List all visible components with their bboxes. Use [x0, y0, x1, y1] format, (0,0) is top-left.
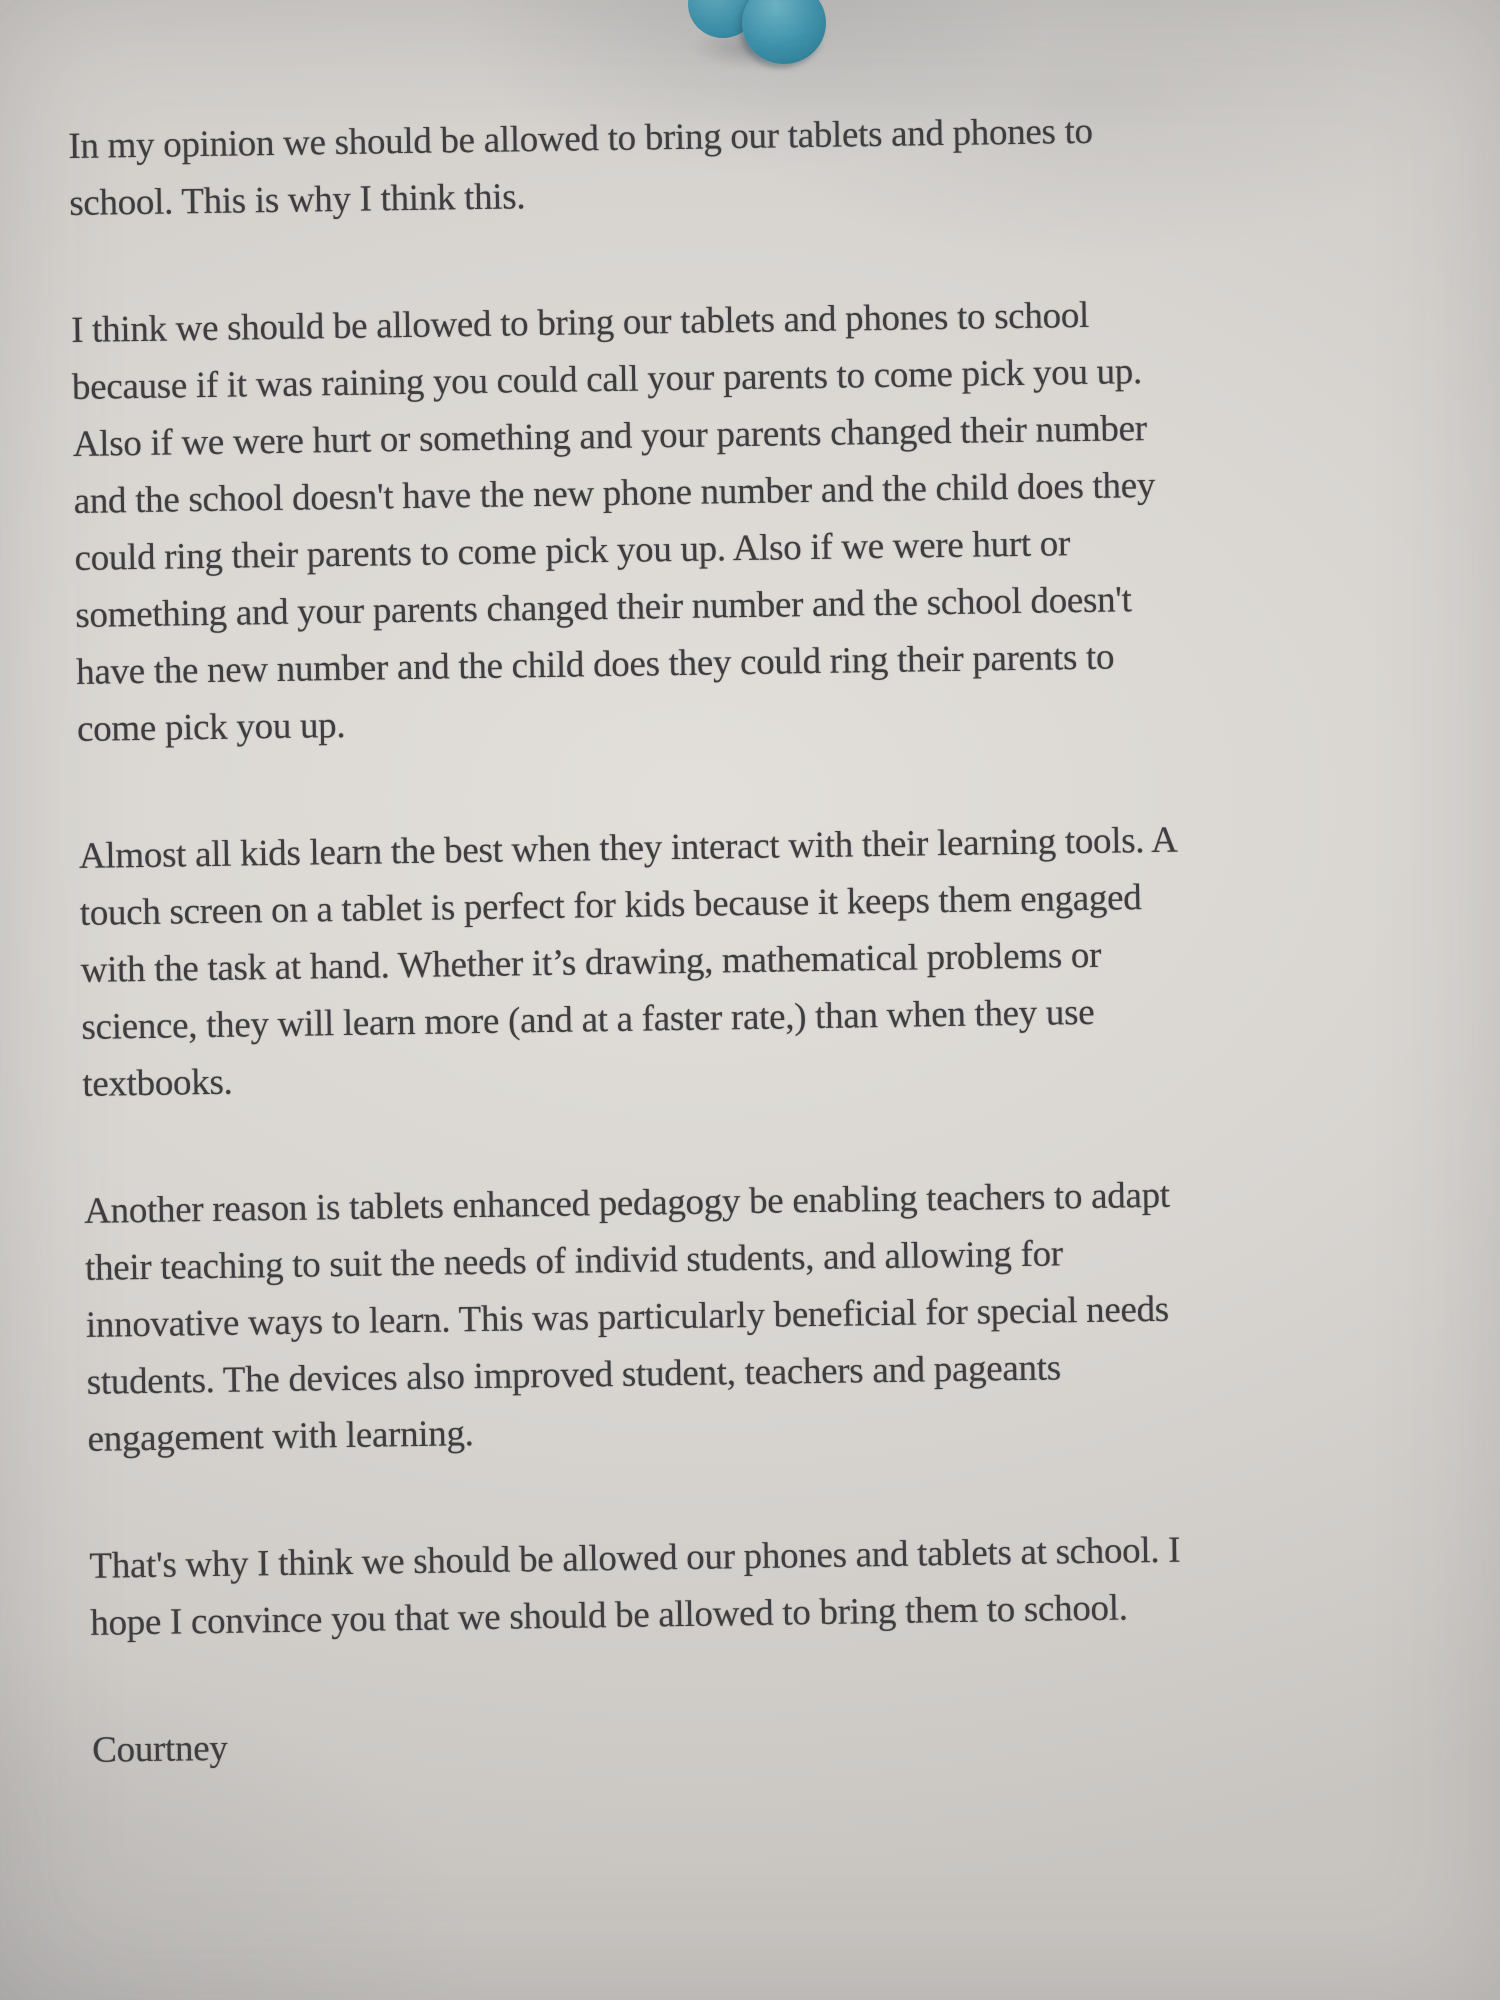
essay-line: That's why I think we should be allowed our phones and tablets at school. I: [89, 1529, 1181, 1587]
essay-line: hope I convince you that we should be allowed to bring them to school.: [90, 1587, 1128, 1644]
essay-line: something and your parents changed their number and the school doesn't: [75, 579, 1132, 636]
push-pin-icon: [688, 0, 838, 66]
essay-line: and the school doesn't have the new phone number and the child does they: [73, 464, 1156, 522]
essay-line: Almost all kids learn the best when they interact with their learning tools. A: [78, 819, 1178, 877]
essay-line: Also if we were hurt or something and your parents changed their number: [72, 408, 1148, 465]
essay-line: with the task at hand. Whether it’s drawing, mathematical problems or: [80, 934, 1102, 991]
essay-line: science, they will learn more (and at a faster rate,) than when they use: [81, 991, 1095, 1048]
essay-line: touch screen on a tablet is perfect for kids because it keeps them engaged: [79, 877, 1142, 934]
essay-line: innovative ways to learn. This was particularly beneficial for special needs: [85, 1288, 1170, 1346]
essay-paragraph-reason-learning: [79, 810, 1263, 1112]
signature: Courtney: [91, 1727, 228, 1771]
essay-line: In my opinion we should be allowed to bring our tablets and phones to: [68, 110, 1094, 167]
essay-line: because if it was raining you could call your parents to come pick you up.: [71, 351, 1143, 408]
essay-line: students. The devices also improved student, teachers and pageants: [86, 1347, 1062, 1403]
essay-line: come pick you up.: [76, 704, 346, 750]
essay-line: I think we should be allowed to bring our tablets and phones to school: [70, 294, 1090, 351]
essay-line: textbooks.: [82, 1061, 233, 1105]
essay-text: [68, 100, 1274, 1848]
essay-line: have the new number and the child does they could ring their parents to: [75, 636, 1115, 693]
essay-paragraph-reason-phone-calls: [71, 284, 1258, 757]
essay-line: engagement with learning.: [87, 1413, 474, 1460]
essay-line: school. This is why I think this.: [68, 176, 526, 224]
essay-line: could ring their parents to come pick you up. Also if we were hurt or: [74, 523, 1071, 579]
essay-line: Another reason is tablets enhanced pedagogy be enabling teachers to adapt: [83, 1174, 1171, 1232]
essay-line: their teaching to suit the needs of individ students, and allowing for: [84, 1233, 1064, 1289]
push-pin-lobe-right: [742, 0, 826, 64]
essay-paragraph-conclusion: [89, 1520, 1271, 1651]
essay-paragraph-intro: [68, 100, 1250, 231]
essay-paragraph-reason-pedagogy: [84, 1165, 1268, 1467]
